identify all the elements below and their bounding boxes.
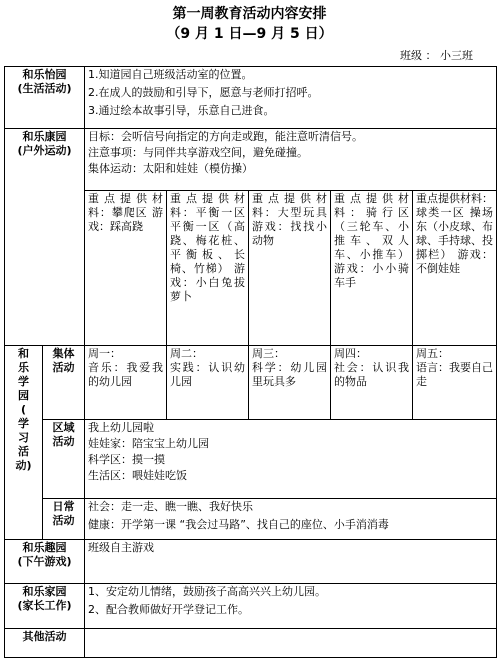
outdoor-label-main: 和乐康园 bbox=[22, 129, 67, 143]
area-item: 我上幼儿园啦 bbox=[88, 421, 154, 435]
learning-label-char: 和 bbox=[18, 346, 29, 360]
daily-item: 健康：开学第一课 “我会过马路”、找自己的座位、小手消消毒 bbox=[88, 517, 389, 531]
afternoon-content bbox=[85, 540, 497, 583]
afternoon-text: 班级自主游戏 bbox=[88, 541, 154, 555]
day-content: 实践：认识幼儿园 bbox=[170, 360, 245, 388]
life-item: 1.知道园自己班级活动室的位置。 bbox=[88, 68, 253, 81]
day-content: 语言：我要自己走 bbox=[416, 360, 493, 388]
outdoor-notice: 注意事项：与同伴共享游戏空间，避免碰撞。 bbox=[88, 145, 308, 159]
outdoor-area-3 bbox=[249, 190, 331, 345]
row-learning-area bbox=[5, 420, 497, 499]
learning-label bbox=[5, 345, 43, 539]
learning-label-char: ( bbox=[20, 402, 27, 416]
learning-label-char: 学 bbox=[18, 416, 29, 430]
row-learning-group bbox=[5, 345, 497, 419]
outdoor-area-text: 重点提供材料：大型玩具 游戏：找找小动物 bbox=[252, 191, 327, 247]
group-activity-label-2: 活动 bbox=[52, 360, 75, 374]
family-item: 1、安定幼儿情绪，鼓励孩子高高兴兴上幼儿园。 bbox=[88, 584, 326, 598]
outdoor-label-sub: (户外运动) bbox=[17, 143, 72, 157]
outdoor-area-text: 重点提供材料：平衡一区 平衡一区（高跷、梅花桩、平衡板、长椅、竹梯） 游戏：小白兔拔萝卜 bbox=[170, 191, 245, 303]
afternoon-label bbox=[5, 540, 85, 583]
day-label: 周二： bbox=[170, 346, 203, 360]
day-cell-mon bbox=[85, 345, 167, 419]
outdoor-area-1 bbox=[85, 190, 167, 345]
day-label: 周四： bbox=[334, 346, 367, 360]
day-cell-wed bbox=[249, 345, 331, 419]
area-item: 科学区：摸一摸 bbox=[88, 453, 165, 467]
row-learning-daily bbox=[5, 498, 497, 539]
group-activity-label bbox=[43, 345, 85, 419]
daily-activity-label-2: 活动 bbox=[52, 513, 75, 527]
outdoor-area-text: 重点提供材料：攀爬区 游戏：踩高跷 bbox=[88, 191, 163, 233]
area-item: 娃娃家：陪宝宝上幼儿园 bbox=[88, 437, 209, 451]
day-cell-fri bbox=[413, 345, 497, 419]
family-item: 2、配合教师做好开学登记工作。 bbox=[88, 602, 249, 616]
row-afternoon bbox=[5, 540, 497, 583]
area-item: 生活区：喂娃娃吃饭 bbox=[88, 469, 187, 483]
row-other bbox=[5, 629, 497, 658]
learning-label-char: 学 bbox=[18, 374, 29, 388]
outdoor-group: 集体运动：太阳和娃娃（模仿操） bbox=[88, 161, 253, 175]
life-item: 3.通过绘本故事引导，乐意自己进食。 bbox=[88, 104, 275, 117]
outdoor-goal: 目标：会听信号向指定的方向走或跑，能注意听清信号。 bbox=[88, 129, 363, 143]
learning-label-char: 园 bbox=[18, 388, 29, 402]
page-subtitle: （9 月 1 日—9 月 5 日） bbox=[166, 26, 333, 42]
other-label: 其他活动 bbox=[5, 629, 85, 658]
area-activity-label-1: 区域 bbox=[52, 421, 75, 435]
outdoor-area-text: 重点提供材料：球类一区 操场东（小皮球、布球、手持球、投掷栏） 游戏：不倒娃娃 bbox=[416, 191, 493, 275]
row-outdoor-goal bbox=[5, 128, 497, 190]
activity-plan-table bbox=[4, 66, 497, 658]
learning-label-char: 乐 bbox=[18, 360, 29, 374]
family-label-main: 和乐家园 bbox=[22, 584, 67, 598]
outdoor-label bbox=[5, 128, 85, 345]
daily-activity-label bbox=[43, 498, 85, 539]
learning-label-char: 活 bbox=[18, 444, 29, 458]
outdoor-area-5 bbox=[413, 190, 497, 345]
area-activity-label bbox=[43, 420, 85, 499]
afternoon-label-sub: (下午游戏) bbox=[17, 555, 72, 569]
outdoor-goal-content bbox=[85, 128, 497, 190]
outdoor-area-text: 重点提供材料：骑行区（三轮车、小推车、双人车、小推车） 游戏：小小骑车手 bbox=[334, 191, 409, 289]
life-label-main: 和乐怡园 bbox=[22, 68, 67, 81]
daily-activity-label-1: 日常 bbox=[52, 499, 75, 513]
area-activity-content bbox=[85, 420, 497, 499]
day-content: 音乐：我爱我的幼儿园 bbox=[88, 360, 163, 388]
daily-item: 社会：走一走、瞧一瞧、我好快乐 bbox=[88, 499, 253, 513]
life-label-sub: (生活活动) bbox=[17, 82, 72, 95]
row-family bbox=[5, 583, 497, 628]
day-label: 周一： bbox=[88, 346, 121, 360]
life-item: 2.在成人的鼓励和引导下，愿意与老师打招呼。 bbox=[88, 86, 319, 99]
day-content: 社会：认识我的物品 bbox=[334, 360, 409, 388]
day-label: 周三： bbox=[252, 346, 285, 360]
row-life bbox=[5, 67, 497, 129]
day-content: 科学：幼儿园里玩具多 bbox=[252, 360, 327, 388]
class-label: 班级 ： 小三班 bbox=[400, 49, 473, 62]
learning-label-char: 习 bbox=[18, 430, 29, 444]
day-cell-thu bbox=[331, 345, 413, 419]
area-activity-label-2: 活动 bbox=[52, 435, 75, 449]
life-content bbox=[85, 67, 497, 129]
group-activity-label-1: 集体 bbox=[52, 346, 75, 360]
family-label bbox=[5, 583, 85, 628]
outdoor-area-4 bbox=[331, 190, 413, 345]
learning-label-char: 动) bbox=[15, 458, 32, 472]
day-cell-tue bbox=[167, 345, 249, 419]
page-title: 第一周教育活动内容安排 bbox=[172, 6, 327, 22]
other-content bbox=[85, 629, 497, 658]
day-label: 周五： bbox=[416, 346, 449, 360]
family-content bbox=[85, 583, 497, 628]
daily-activity-content bbox=[85, 498, 497, 539]
afternoon-label-main: 和乐趣园 bbox=[22, 541, 67, 555]
life-label bbox=[5, 67, 85, 129]
outdoor-area-2 bbox=[167, 190, 249, 345]
family-label-sub: (家长工作) bbox=[17, 598, 72, 612]
